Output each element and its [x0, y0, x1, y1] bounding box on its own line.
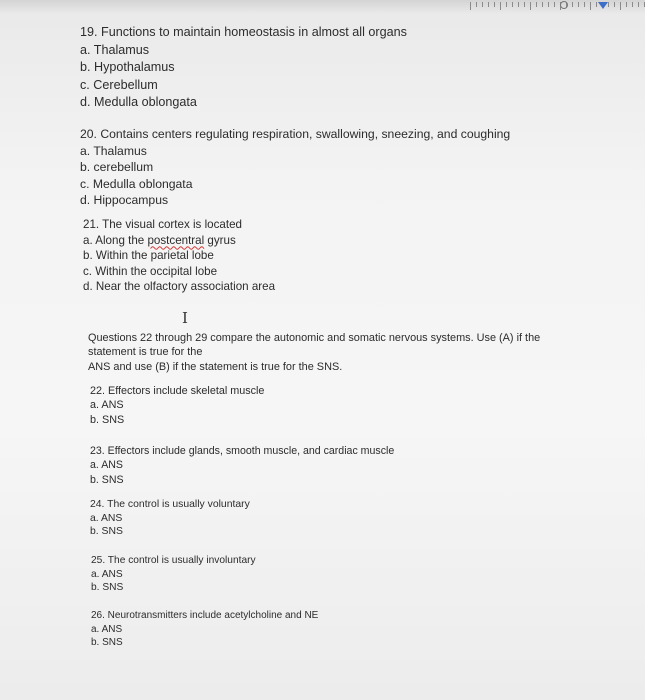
question-21: [83, 219, 275, 297]
option-a: a. ANS: [90, 459, 123, 472]
option-c: c. Medulla oblongata: [80, 176, 193, 191]
spellcheck-word[interactable]: postcentral: [147, 233, 205, 247]
text-cursor-icon: I: [182, 309, 188, 327]
instructions-line-1: Questions 22 through 29 compare the autonomic and somatic nervous systems. Use (A) if the: [88, 332, 541, 344]
option-d: d. Near the olfactory association area: [83, 280, 276, 294]
question-26: [91, 611, 318, 652]
question-19: [80, 26, 407, 114]
question-text: 19. Functions to maintain homeostasis in almost all organs: [80, 25, 407, 39]
instructions-line-2: statement is true for the: [88, 345, 203, 358]
option-a: [83, 235, 275, 251]
option-b: b. SNS: [90, 413, 125, 426]
question-text: 25. The control is usually involuntary: [91, 555, 256, 566]
option-b: b. SNS: [91, 637, 123, 649]
option-b: b. cerebellum: [80, 160, 154, 175]
option-a: a. Thalamus: [80, 143, 147, 158]
option-b: b. SNS: [90, 473, 124, 486]
question-text: 21. The visual cortex is located: [83, 218, 242, 231]
question-text: 20. Contains centers regulating respiration, swallowing, sneezing, and coughing: [80, 127, 511, 141]
instructions-paragraph: [88, 333, 540, 376]
option-a: a. ANS: [90, 512, 123, 524]
question-20: [80, 128, 510, 211]
option-d: d. Hippocampus: [80, 193, 169, 208]
question-text: 24. The control is usually voluntary: [90, 499, 250, 510]
option-a-label: a. Along the: [83, 233, 145, 247]
question-23: [90, 446, 394, 489]
option-b: b. Within the parietal lobe: [83, 249, 214, 263]
option-c: c. Within the occipital lobe: [83, 264, 218, 278]
option-b: b. SNS: [91, 582, 124, 594]
option-b: b. Hypothalamus: [80, 60, 175, 75]
question-25: [91, 556, 256, 597]
option-c: c. Cerebellum: [80, 77, 158, 92]
question-24: [90, 500, 250, 541]
option-a: a. ANS: [90, 399, 124, 412]
question-text: 22. Effectors include skeletal muscle: [90, 385, 265, 397]
question-text: 26. Neurotransmitters include acetylcholine and NE: [91, 610, 319, 621]
instructions-line-3: ANS and use (B) if the statement is true for the SNS.: [88, 361, 343, 374]
question-text: 23. Effectors include glands, smooth muscle, and cardiac muscle: [90, 445, 395, 457]
question-22: [90, 386, 264, 429]
option-a: a. Thalamus: [80, 42, 150, 57]
option-a: a. ANS: [91, 623, 123, 635]
option-d: d. Medulla oblongata: [80, 95, 197, 110]
option-a: a. ANS: [91, 568, 123, 580]
option-b: b. SNS: [90, 526, 123, 538]
option-a-rest: gyrus: [204, 233, 236, 247]
